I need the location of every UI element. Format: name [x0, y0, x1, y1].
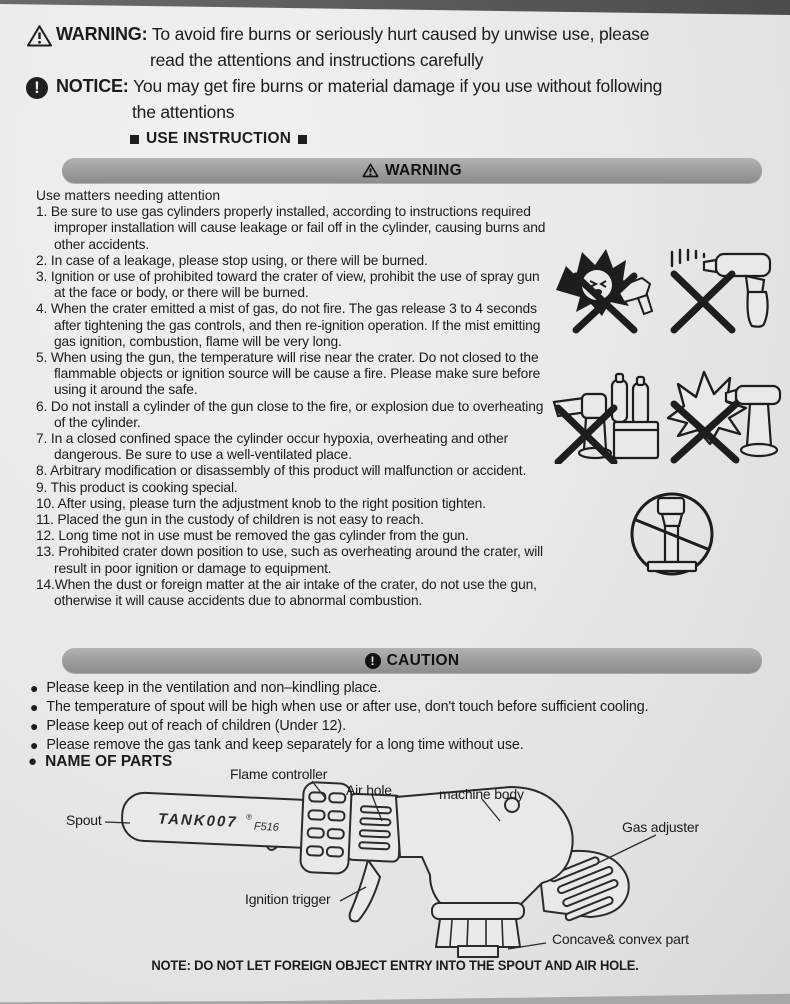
parts-title-label: NAME OF PARTS [45, 752, 173, 770]
no-open-fire-icon [660, 366, 786, 464]
warning-item-14: 14.When the dust or foreign matter at the air intake of the crater, do not use the gun, otherwise it will cause accidents due to abnormal combustion. [36, 576, 537, 609]
notice-line-2: the attentions [132, 102, 235, 122]
warning-line-2: read the attentions and instructions carefully [150, 50, 484, 70]
caution-bar-exclamation-icon: ! [365, 653, 381, 669]
model-text: F516 [253, 820, 280, 834]
warning-triangle-icon [26, 24, 56, 48]
warning-item-12: 12. Long time not in use must be removed the gas cylinder from the gun. [36, 528, 469, 544]
warning-bar-triangle-icon [362, 163, 379, 178]
header-block [26, 22, 776, 124]
no-cylinders-near-fire-icon [548, 366, 664, 464]
warning-list [36, 188, 552, 609]
warning-item-1: 1. Be sure to use gas cylinders properly installed, according to instructions required improper installation will cause leakage or fail off in the cylinder, causing burns and other accidents. [36, 204, 546, 252]
bottom-note: NOTE: DO NOT LET FOREIGN OBJECT ENTRY INTO THE SPOUT AND AIR HOLE. [151, 958, 639, 973]
warning-item-6: 6. Do not install a cylinder of the gun close to the fire, or explosion due to overheating of the cylinder. [36, 398, 544, 430]
label-flame-controller: Flame controller [230, 766, 328, 782]
bullet-icon: ● [30, 680, 39, 696]
brand-reg-mark: ® [246, 812, 253, 822]
caution-item-4: ● Please remove the gas tank and keep separately for a long time without use. [30, 737, 524, 753]
warning-item-8: 8. Arbitrary modification or disassembly of this product will malfunction or accident. [36, 463, 527, 479]
photo-background-edge-top [0, 0, 790, 18]
warning-item-10: 10. After using, please turn the adjustment knob to the right position tighten. [36, 495, 486, 511]
bullet-icon: ● [30, 737, 39, 753]
notice-header-row [26, 74, 776, 124]
photo-background-edge-bottom [0, 992, 790, 1004]
notice-exclamation-icon: ! [26, 76, 56, 99]
warning-item-9: 9. This product is cooking special. [36, 479, 238, 495]
warning-header-text [56, 22, 649, 72]
label-concave-convex: Concave& convex part [552, 931, 689, 947]
bullet-icon: ● [30, 718, 39, 734]
warning-bar-label: WARNING [384, 161, 462, 179]
warning-label: WARNING: [56, 24, 148, 44]
notice-line-1: NOTICE: You may get fire burns or material damage if you use without following [56, 76, 663, 96]
brand-text: TANK007 [157, 810, 238, 831]
warning-item-7: 7. In a closed confined space the cylinder occur hypoxia, overheating and other dangerous. Be sure to use a well-ventilated place. [36, 431, 509, 463]
notice-label: NOTICE: [56, 76, 129, 96]
warning-item-11: 11. Placed the gun in the custody of children is not easy to reach. [36, 512, 424, 528]
caution-item-3: ● Please keep out of reach of children (Under 12). [30, 718, 346, 734]
warning-section-bar [62, 158, 762, 183]
no-flame-at-face-icon [550, 246, 656, 334]
label-air-hole: Air hole [346, 782, 392, 798]
label-machine-body: machine body [439, 786, 524, 802]
warning-header-row [26, 22, 776, 72]
bullet-icon: ● [28, 753, 38, 770]
label-gas-adjuster: Gas adjuster [622, 819, 699, 835]
caution-bar-label: CAUTION [386, 651, 460, 669]
square-bullet-icon [130, 135, 139, 144]
warning-item-13: 13. Prohibited crater down position to use, such as overheating around the crater, will result in poor ignition or damage to equipment. [36, 544, 543, 576]
use-instruction-title [130, 130, 307, 148]
caution-list [30, 679, 770, 755]
notice-header-text [56, 74, 662, 124]
bullet-icon: ● [30, 699, 39, 715]
warning-item-2: 2. In case of a leakage, please stop using, or there will be burned. [36, 252, 428, 268]
warning-item-5: 5. When using the gun, the temperature will rise near the crater. Do not closed to the flammable objects or ignition source will be cause a fire. Please make sure before using it around the safe. [36, 350, 541, 398]
caution-item-2: ● The temperature of spout will be high when use or after use, don't touch before sufficient cooling. [30, 699, 649, 715]
no-gas-release-icon [664, 246, 784, 334]
label-spout: Spout [66, 812, 102, 828]
warning-item-3: 3. Ignition or use of prohibited toward the crater of view, prohibit the use of spray gun at the face or body, or there will be burned. [36, 269, 540, 301]
warning-item-4: 4. When the crater emitted a mist of gas, do not fire. The gas release 3 to 4 seconds after tightening the gas controls, and then re-ignition operation. If the mist emitting gas ignition, combustion, flame will be very long. [36, 301, 541, 349]
square-bullet-icon [298, 135, 307, 144]
no-downward-use-icon [620, 486, 724, 586]
warning-list-intro: Use matters needing attention [36, 188, 221, 203]
warning-line-1: WARNING: To avoid fire burns or seriously hurt caused by unwise use, please [56, 24, 650, 44]
caution-section-bar [62, 648, 762, 673]
label-ignition-trigger: Ignition trigger [245, 891, 331, 907]
use-instruction-label: USE INSTRUCTION [146, 130, 292, 147]
caution-item-1: ● Please keep in the ventilation and non–kindling place. [30, 680, 382, 696]
